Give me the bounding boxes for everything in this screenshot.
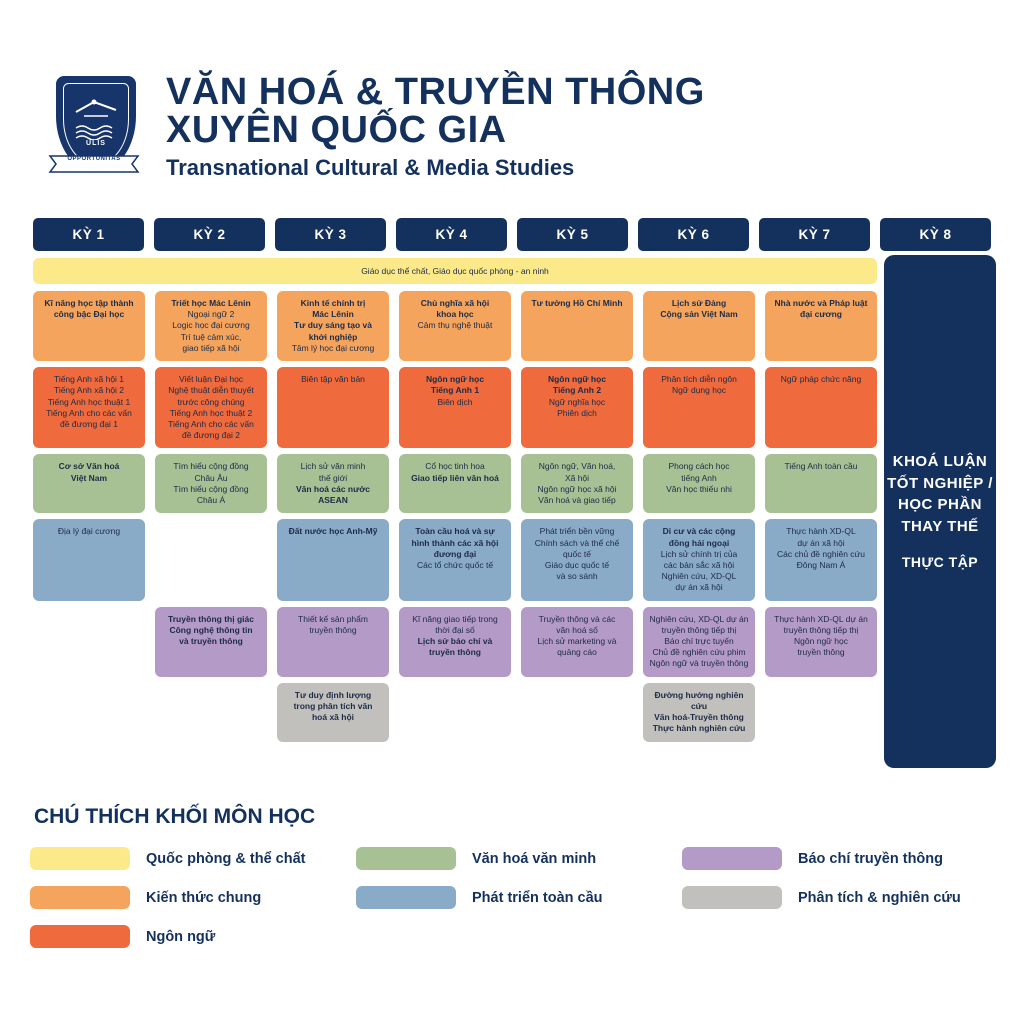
course-cell-s6-r3[interactable] [643, 454, 755, 513]
course-cell-s1-r2[interactable] [33, 367, 145, 448]
course-name: Châu Âu [194, 472, 228, 483]
course-name: Lịch sử chính trị của [660, 548, 738, 559]
course-name: Chủ đề nghiên cứu phim [652, 647, 746, 658]
legend-label: Văn hoá văn minh [472, 850, 597, 867]
legend-column-3 [682, 847, 1008, 964]
course-row-3 [28, 454, 996, 519]
course-name: Tâm lý học đại cương [291, 342, 375, 353]
course-name: Lịch sử văn minh [300, 461, 366, 472]
course-name: Toàn cầu hoá và sự [415, 526, 495, 537]
course-row-6 [28, 683, 996, 748]
course-name: Tìm hiểu cộng đồng [173, 483, 249, 494]
course-name: Nghệ thuật diễn thuyết [168, 385, 254, 396]
course-name: Di cư và các cộng [662, 526, 736, 537]
course-name: Ngôn ngữ học [425, 374, 485, 385]
course-name: Nghiên cứu, XD-QL dự án [649, 613, 749, 624]
course-cell-s5-r6 [521, 683, 633, 742]
course-cell-s3-r4[interactable] [277, 519, 389, 600]
course-name: Phát triển bền vững [539, 526, 615, 537]
course-row-2 [28, 367, 996, 454]
course-name: Kĩ năng giao tiếp trong [412, 613, 498, 624]
legend-swatch [30, 847, 130, 870]
course-name: Thực hành XD-QL dự án [774, 613, 868, 624]
course-cell-s2-r4 [155, 519, 267, 600]
course-name: thời đại số [435, 624, 475, 635]
course-name: Thực hành nghiên cứu [652, 723, 746, 734]
course-name: Ngữ dụng học [672, 385, 726, 396]
course-name: Đường hướng nghiên cứu [654, 689, 744, 711]
course-name: Biên dịch [437, 396, 473, 407]
course-name: dự án xã hội [675, 582, 723, 593]
course-cell-s5-r5[interactable] [521, 607, 633, 677]
course-name: hình thành các xã hội [411, 537, 499, 548]
course-name: Tư duy sáng tạo và [294, 320, 372, 331]
course-name: truyền thông [429, 647, 481, 658]
thesis-column [884, 255, 996, 768]
course-name: Tiếng Anh học thuật 1 [47, 396, 131, 407]
semester-header-8: KỲ 8 [880, 218, 991, 251]
internship-label: THỰC TẬP [901, 553, 979, 570]
legend-item [356, 847, 682, 870]
course-cell-s2-r5[interactable] [155, 607, 267, 677]
course-name: Xã hội [564, 472, 590, 483]
legend-label: Ngôn ngữ [146, 928, 216, 945]
course-name: Thiết kế sản phẩm [298, 613, 368, 624]
legend-swatch [682, 847, 782, 870]
course-name: Các chủ đề nghiên cứu [777, 548, 865, 559]
legend-item [682, 847, 1008, 870]
course-name: đề đương đại 2 [181, 430, 241, 441]
course-name: Chính sách và thể chế [534, 537, 620, 548]
course-name: hoá xã hội [311, 712, 355, 723]
legend [30, 805, 1010, 964]
physical-defense-band: Giáo dục thể chất, Giáo dục quốc phòng - an ninh [33, 258, 877, 284]
course-name: Phiên dịch [557, 407, 597, 418]
course-name: truyền thông [309, 624, 357, 635]
course-name: Giao tiếp liên văn hoá [411, 472, 499, 483]
course-name: Văn hoá các nước [295, 483, 371, 494]
course-cell-s4-r2[interactable] [399, 367, 511, 448]
course-name: truyền thông tiếp thị [661, 624, 737, 635]
course-name: công bậc Đại học [53, 309, 125, 320]
course-name: Văn hoá và giao tiếp [538, 495, 616, 506]
course-row-4 [28, 519, 996, 606]
course-name: Tiếng Anh xã hội 1 [53, 374, 125, 385]
course-name: truyền thông tiếp thị [783, 624, 859, 635]
waves-icon [74, 124, 118, 140]
semester-header-row [28, 218, 996, 258]
course-name: truyền thông [797, 647, 845, 658]
course-name: Ngữ pháp chức năng [780, 374, 862, 385]
bird-icon [74, 98, 118, 124]
course-name: Tiếng Anh học thuật 2 [169, 407, 253, 418]
course-name: Văn học thiếu nhi [666, 483, 732, 494]
course-cell-s7-r5[interactable] [765, 607, 877, 677]
course-name: Việt Nam [70, 472, 108, 483]
course-name: Lịch sử marketing và [537, 636, 617, 647]
course-name: ASEAN [318, 495, 348, 506]
course-cell-s3-r5[interactable] [277, 607, 389, 677]
legend-swatch [682, 886, 782, 909]
course-cell-s3-r1[interactable] [277, 291, 389, 361]
course-name: đương đại [433, 548, 477, 559]
course-name: tiếng Anh [681, 472, 717, 483]
semester-header-1: KỲ 1 [33, 218, 144, 251]
course-name: Tiếng Anh toàn cầu [784, 461, 858, 472]
course-name: Triết học Mác Lênin [171, 298, 251, 308]
course-name: văn hoá số [556, 624, 598, 635]
course-name: Tiếng Anh 1 [430, 385, 480, 396]
course-name: khoa học [436, 309, 474, 320]
semester-header-6: KỲ 6 [638, 218, 749, 251]
course-name: Đông Nam Á [796, 559, 846, 570]
course-name: Thực hành XD-QL [786, 526, 856, 537]
course-cell-s5-r2[interactable] [521, 367, 633, 448]
legend-title: CHÚ THÍCH KHỐI MÔN HỌC [34, 805, 316, 828]
legend-swatch [356, 886, 456, 909]
course-name: Ngôn ngữ, Văn hoá, [538, 461, 616, 472]
course-name: Nhà nước và Pháp luật [774, 298, 868, 308]
course-cell-s7-r4[interactable] [765, 519, 877, 600]
course-name: Viết luận Đại học [178, 374, 244, 385]
course-cell-s6-r6[interactable] [643, 683, 755, 742]
course-name: Kinh tế chính trị [300, 298, 366, 308]
course-cell-s1-r3[interactable] [33, 454, 145, 513]
course-cell-s7-r2[interactable] [765, 367, 877, 448]
legend-column-2 [356, 847, 682, 964]
course-name: Ngôn ngữ và truyền thông [649, 658, 749, 669]
course-name: Địa lý đại cương [57, 526, 121, 537]
course-name: Ngữ nghĩa học [548, 396, 606, 407]
course-cell-s4-r5[interactable] [399, 607, 511, 677]
course-name: Tiếng Anh xã hội 2 [53, 385, 125, 396]
course-cell-s4-r6 [399, 683, 511, 742]
course-name: thế giới [318, 472, 348, 483]
subtitle: Transnational Cultural & Media Studies [166, 155, 575, 181]
course-name: Phong cách học [668, 461, 730, 472]
course-name: Tiếng Anh 2 [552, 385, 602, 396]
course-cell-s6-r4[interactable] [643, 519, 755, 600]
course-name: Cơ sở Văn hoá [58, 461, 120, 472]
course-cell-s5-r1[interactable] [521, 291, 633, 361]
course-name: đại cương [800, 309, 842, 320]
course-name: quảng cáo [557, 647, 597, 658]
legend-swatch [356, 847, 456, 870]
course-name: khởi nghiệp [308, 331, 358, 342]
legend-item [30, 847, 356, 870]
title-line-1: VĂN HOÁ & TRUYỀN THÔNG [166, 70, 705, 113]
course-cell-s4-r4[interactable] [399, 519, 511, 600]
semester-header-7: KỲ 7 [759, 218, 870, 251]
course-name: Kĩ năng học tập thành [44, 298, 134, 308]
course-cell-s7-r3[interactable] [765, 454, 877, 513]
course-name: Truyền thông và các [538, 613, 616, 624]
legend-label: Phân tích & nghiên cứu [798, 889, 961, 906]
course-cell-s2-r3[interactable] [155, 454, 267, 513]
course-name: Tiếng Anh cho các vấn [46, 407, 132, 418]
course-name: Công nghệ thông tin [169, 624, 253, 635]
legend-grid [30, 847, 1010, 964]
legend-label: Báo chí truyền thông [798, 850, 943, 867]
course-name: Cộng sản Việt Nam [660, 309, 738, 320]
ulis-logo [46, 72, 142, 182]
course-cell-s6-r1[interactable] [643, 291, 755, 361]
course-name: Tìm hiểu cộng đồng [173, 461, 249, 472]
course-name: Lịch sử Đảng [671, 298, 727, 308]
course-cell-s1-r5 [33, 607, 145, 677]
course-rows [28, 291, 996, 748]
course-name: Tư duy định lượng [294, 689, 372, 700]
course-name: Các tổ chức quốc tế [416, 559, 494, 570]
course-name: Châu Á [196, 495, 226, 506]
semester-header-3: KỲ 3 [275, 218, 386, 251]
course-cell-s3-r2[interactable] [277, 367, 389, 448]
logo-motto: OPPORTUNITAS [67, 156, 121, 162]
legend-item [30, 925, 356, 948]
course-name: trong phân tích văn [293, 700, 373, 711]
course-name: Nghiên cứu, XD-QL [661, 571, 737, 582]
course-name: giao tiếp xã hội [182, 342, 240, 353]
course-name: Giáo dục quốc tế [544, 559, 610, 570]
course-name: và truyền thông [179, 636, 243, 647]
course-name: các bản sắc xã hội [663, 559, 735, 570]
course-name: Cảm thụ nghệ thuật [417, 320, 493, 331]
logo-text: ULIS [86, 140, 106, 147]
legend-item [682, 886, 1008, 909]
course-cell-s6-r5[interactable] [643, 607, 755, 677]
course-cell-s7-r1[interactable] [765, 291, 877, 361]
course-cell-s1-r6 [33, 683, 145, 742]
course-name: Ngôn ngữ học xã hội [537, 483, 617, 494]
course-cell-s2-r2[interactable] [155, 367, 267, 448]
course-cell-s2-r1[interactable] [155, 291, 267, 361]
course-cell-s4-r3[interactable] [399, 454, 511, 513]
legend-label: Kiến thức chung [146, 889, 262, 906]
course-name: Ngôn ngữ học [794, 636, 848, 647]
course-cell-s1-r1[interactable] [33, 291, 145, 361]
course-cell-s2-r6 [155, 683, 267, 742]
legend-label: Phát triển toàn cầu [472, 889, 603, 906]
course-cell-s3-r3[interactable] [277, 454, 389, 513]
title-block [158, 70, 986, 182]
course-name: và so sánh [556, 571, 598, 582]
course-name: trước công chúng [177, 396, 245, 407]
semester-header-4: KỲ 4 [396, 218, 507, 251]
thesis-label: KHOÁ LUẬN TỐT NGHIỆP / HỌC PHẦN THAY THẾ [887, 452, 993, 536]
course-name: quốc tế [563, 548, 591, 559]
course-name: Phân tích diễn ngôn [661, 374, 737, 385]
course-name: Báo chí trực tuyến [664, 636, 734, 647]
semester-header-5: KỲ 5 [517, 218, 628, 251]
semester-header-2: KỲ 2 [154, 218, 265, 251]
course-name: đồng hải ngoại [668, 537, 730, 548]
legend-item [356, 886, 682, 909]
course-name: Chủ nghĩa xã hội [420, 298, 490, 308]
course-cell-s4-r1[interactable] [399, 291, 511, 361]
course-name: Mác Lênin [312, 309, 354, 320]
course-name: Văn hoá-Truyền thông [654, 712, 744, 723]
poster-header [46, 62, 986, 192]
course-row-1 [28, 291, 996, 367]
course-name: Ngoại ngữ 2 [187, 309, 235, 320]
course-name: Trí tuệ cảm xúc, [180, 331, 242, 342]
course-name: Tư tưởng Hồ Chí Minh [531, 298, 623, 308]
legend-swatch [30, 925, 130, 948]
course-name: Lịch sử báo chí và [417, 636, 493, 647]
common-band-row [28, 258, 996, 291]
course-cell-s5-r3[interactable] [521, 454, 633, 513]
course-name: dự án xã hội [797, 537, 845, 548]
legend-label: Quốc phòng & thể chất [146, 850, 306, 867]
course-cell-s5-r4[interactable] [521, 519, 633, 600]
course-cell-s7-r6 [765, 683, 877, 742]
course-cell-s1-r4[interactable] [33, 519, 145, 600]
course-row-5 [28, 607, 996, 683]
legend-swatch [30, 886, 130, 909]
course-name: Truyền thông thị giác [168, 613, 254, 624]
title-line-2: XUYÊN QUỐC GIA [166, 109, 507, 152]
curriculum-grid [28, 218, 996, 748]
legend-column-1 [30, 847, 356, 964]
course-name: Biên tập văn bản [301, 374, 365, 385]
course-name: Đất nước học Anh-Mỹ [288, 526, 378, 537]
course-name: Tiếng Anh cho các vấn [168, 418, 254, 429]
course-name: Logic học đại cương [172, 320, 250, 331]
legend-item [30, 886, 356, 909]
course-name: Ngôn ngữ học [547, 374, 607, 385]
course-cell-s3-r6[interactable] [277, 683, 389, 742]
course-cell-s6-r2[interactable] [643, 367, 755, 448]
course-name: đề đương đại 1 [59, 418, 119, 429]
course-name: Cổ học tinh hoa [425, 461, 485, 472]
